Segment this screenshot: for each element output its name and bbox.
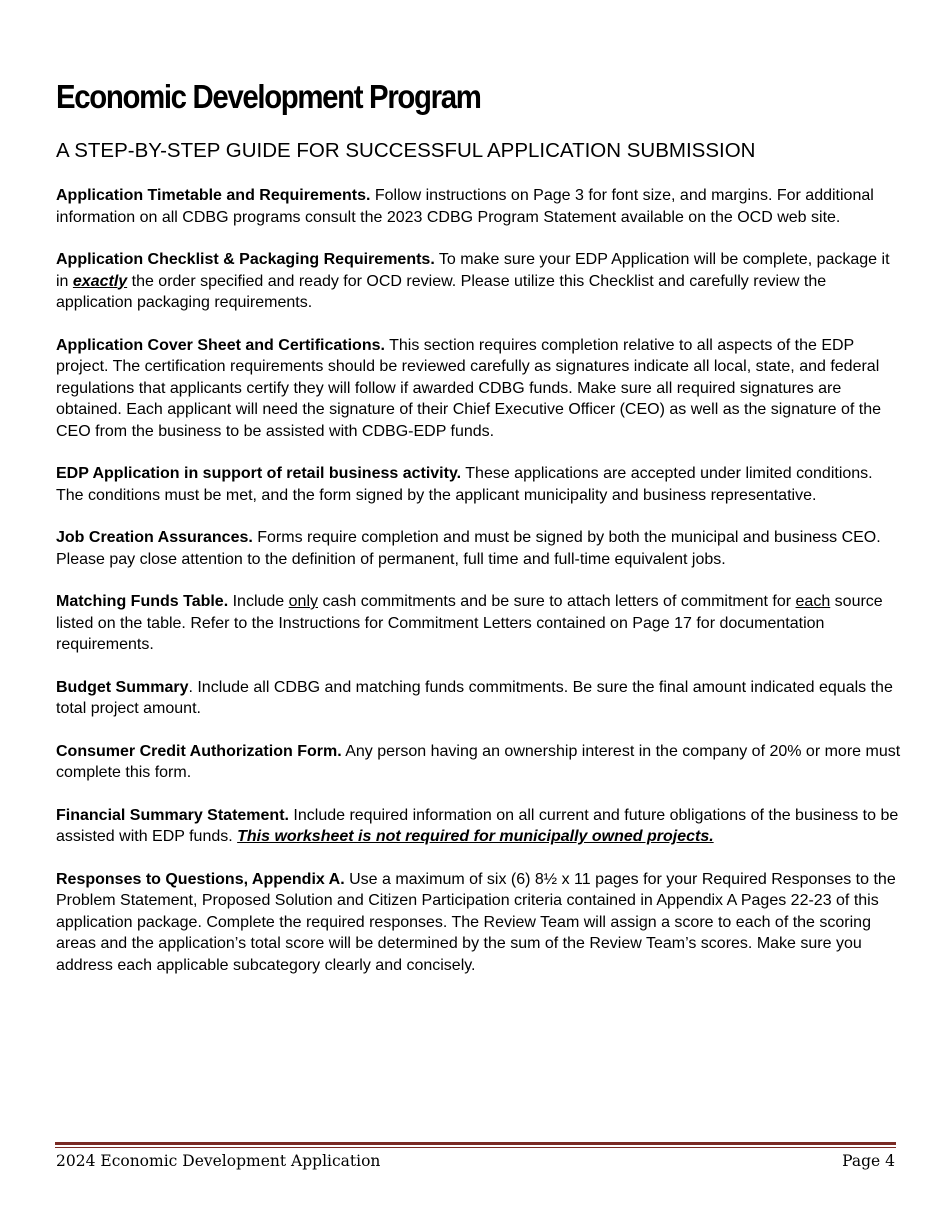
section-heading: Application Cover Sheet and Certifications. (56, 336, 385, 354)
section-heading: Application Checklist & Packaging Requirements. (56, 251, 435, 268)
footer-page-number: Page 4 (842, 1152, 895, 1170)
section-heading: Consumer Credit Authorization Form. (56, 742, 342, 760)
section-matching-funds (56, 591, 901, 656)
emphasis-not-required: This worksheet is not required for municipally owned projects. (237, 828, 714, 845)
underline-only: only (288, 593, 318, 610)
section-text: These applications are accepted under limited conditions. The conditions must be met, and the form signed by the applicant municipality and business representative. (56, 465, 873, 504)
footer-rule-thin (55, 1147, 896, 1148)
footer-rule-thick (55, 1142, 896, 1145)
section-heading: Responses to Questions, Appendix A. (56, 870, 345, 888)
section-budget-summary (56, 677, 901, 720)
section-financial-summary (56, 805, 901, 848)
section-application-checklist (56, 249, 901, 314)
page-title: Economic Development Program (56, 78, 481, 115)
section-heading: Matching Funds Table. (56, 593, 229, 610)
section-text: To make sure your EDP Application will be complete, package it in (56, 251, 890, 290)
section-heading: Application Timetable and Requirements. (56, 187, 371, 204)
section-heading: EDP Application in support of retail business activity. (56, 465, 462, 482)
section-text: . Include all CDBG and matching funds commitments. Be sure the final amount indicated equals the total project amount. (56, 678, 893, 717)
section-text: Use a maximum of six (6) 8½ x 11 pages for your Required Responses to the Problem Statement, Proposed Solution and Citizen Participation criteria contained in Appendix A Pages 22-23 of this application package. Complete the required responses. The Review Team will assign a score to each of the scoring areas and the application’s total score will be determined by the sum of the Review Team’s scores. Make sure you address each applicable subcategory clearly and concisely. (56, 870, 896, 974)
section-heading: Job Creation Assurances. (56, 529, 253, 546)
footer-document-title: 2024 Economic Development Application (56, 1152, 381, 1170)
section-text: Include (228, 593, 289, 610)
underline-each: each (795, 593, 831, 610)
section-consumer-credit (56, 741, 901, 784)
section-text: the order specified and ready for OCD review. Please utilize this Checklist and carefully review the application packaging requirements. (56, 272, 827, 311)
section-text: Any person having an ownership interest in the company of 20% or more must complete this form. (56, 742, 901, 781)
emphasis-exactly: exactly (72, 272, 128, 290)
section-responses-appendix-a (56, 869, 901, 977)
section-job-creation (56, 527, 901, 570)
section-text: Include required information on all current and future obligations of the business to be assisted with EDP funds. (56, 806, 899, 845)
section-text: This section requires completion relative to all aspects of the EDP project. The certification requirements should be reviewed carefully as signatures indicate all local, state, and federal regulations that applicants certify they will follow if awarded CDBG funds. Make sure all required signatures are obtained. Each applicant will need the signature of their Chief Executive Officer (CEO) as well as the signature of the CEO from the business to be assisted with CDBG-EDP funds. (56, 336, 882, 440)
document-body (56, 185, 901, 997)
section-cover-sheet (56, 335, 901, 443)
page-subtitle: A STEP-BY-STEP GUIDE FOR SUCCESSFUL APPLICATION SUBMISSION (56, 139, 756, 162)
section-text: Forms require completion and must be signed by both the municipal and business CEO. Please pay close attention to the definition of permanent, full time and full-time equivalent jobs. (56, 529, 881, 568)
section-text: cash commitments and be sure to attach letters of commitment for (318, 593, 796, 610)
section-heading: Financial Summary Statement. (56, 806, 289, 824)
section-text: Follow instructions on Page 3 for font size, and margins. For additional information on all CDBG programs consult the 2023 CDBG Program Statement available on the OCD web site. (56, 187, 874, 226)
section-text: source listed on the table. Refer to the Instructions for Commitment Letters contained on Page 17 for documentation requirements. (56, 593, 883, 653)
section-application-timetable (56, 185, 901, 228)
section-retail-business (56, 463, 901, 506)
section-heading: Budget Summary (56, 678, 189, 696)
